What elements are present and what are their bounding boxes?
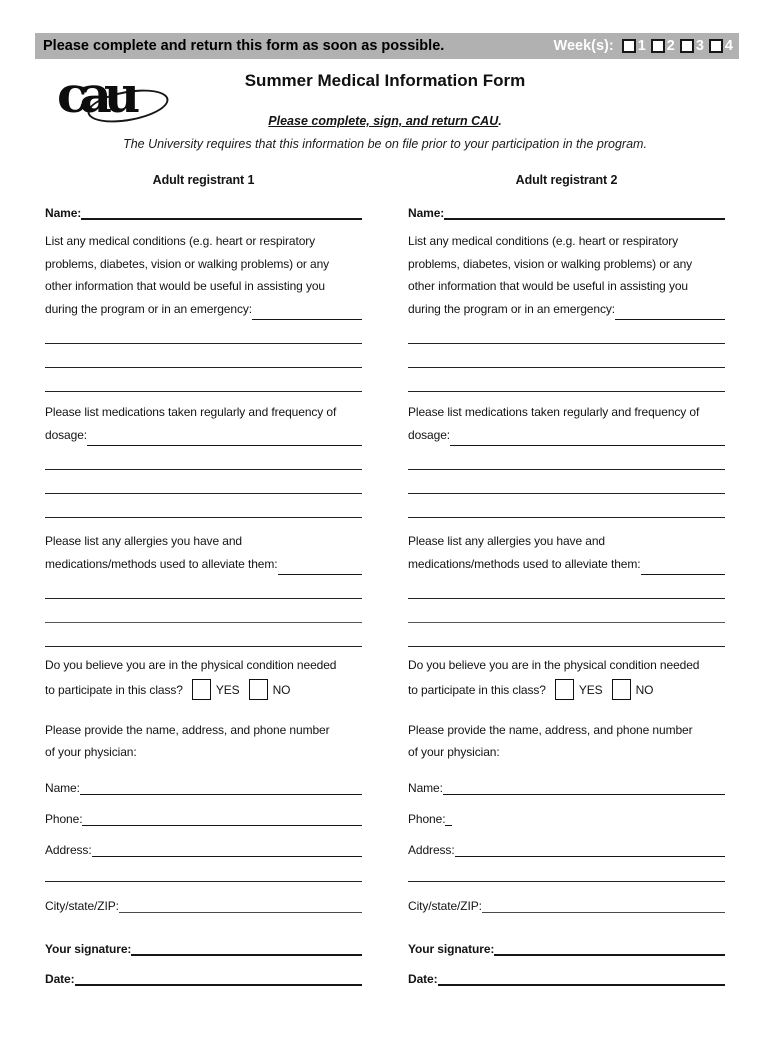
registrant-columns [0,161,770,986]
signature-input-line[interactable] [131,942,362,956]
dosage-input-line[interactable] [450,432,725,446]
physician-phone-field [408,808,725,826]
physician-address-label: Address: [408,842,455,857]
blank-line[interactable] [408,575,725,599]
signature-label: Your signature: [408,941,495,956]
conditions-last-line [45,298,362,321]
cau-logo [57,67,177,127]
fitness-question-text: to participate in this class? [45,682,183,697]
week-1-number: 1 [637,38,646,54]
city-state-zip-input-line[interactable] [119,899,362,913]
physician-phone-label: Phone: [408,811,446,826]
physician-name-field [408,777,725,795]
fitness-question-text: Do you believe you are in the physical condition needed [45,658,337,672]
conditions-input-line[interactable] [615,306,725,320]
physician-name-input-line[interactable] [443,781,725,795]
fitness-question-text: Do you believe you are in the physical condition needed [408,658,700,672]
medications-text: Please list medications taken regularly and frequency of [45,405,337,419]
registrant1-medications [45,401,362,518]
blank-line[interactable] [408,470,725,494]
signature-input-line[interactable] [494,942,725,956]
blank-line[interactable] [45,575,362,599]
blank-line[interactable] [408,344,725,368]
blank-line[interactable] [45,599,362,623]
physician-address-input-line[interactable] [92,843,362,857]
registrant2-fitness-question [408,654,725,702]
address-overflow-line[interactable] [45,858,362,882]
week-2-number: 2 [666,38,675,54]
city-state-zip-field [408,895,725,913]
medications-text: Please list medications taken regularly and frequency of [408,405,700,419]
registrant1-physician [45,719,362,986]
address-overflow-line[interactable] [408,858,725,882]
registrant2-medications [408,401,725,518]
fitness-answer-row [45,678,362,702]
physician-name-label: Name: [408,780,443,795]
signature-label: Your signature: [45,941,132,956]
blank-line[interactable] [408,599,725,623]
week-4-option [709,38,733,54]
date-label: Date: [45,971,75,986]
registrant2-column [408,161,725,986]
no-checkbox[interactable] [612,679,631,700]
physician-text: Please provide the name, address, and phone number [45,722,330,737]
physician-address-input-line[interactable] [455,843,725,857]
physician-phone-input-line[interactable] [445,812,452,826]
physician-text: of your physician: [408,745,500,759]
blank-line[interactable] [45,446,362,470]
conditions-text: problems, diabetes, vision or walking problems) or any [408,256,693,271]
signature-field [408,938,725,956]
week-3-checkbox[interactable] [680,39,694,53]
week-2-option [651,38,675,54]
weeks-group [554,38,733,54]
blank-line[interactable] [408,623,725,647]
blank-line[interactable] [45,344,362,368]
physician-name-input-line[interactable] [80,781,362,795]
registrant2-heading: Adult registrant 2 [515,173,618,187]
name-input-line[interactable] [81,206,362,220]
blank-line[interactable] [45,470,362,494]
logo-text: cau [57,65,133,124]
allergies-text: Please list any allergies you have and [408,534,605,548]
medications-dosage-line [408,424,725,447]
blank-line[interactable] [45,494,362,518]
registrant1-column [45,161,362,986]
no-checkbox[interactable] [249,679,268,700]
name-label: Name: [45,206,82,220]
city-state-zip-input-line[interactable] [482,899,725,913]
physician-address-label: Address: [45,842,92,857]
instruction-period: . [498,114,502,128]
city-state-zip-label: City/state/ZIP: [45,898,119,913]
allergies-last-line [408,553,725,576]
name-label: Name: [408,206,445,220]
registrant2-name-field [408,202,725,220]
fitness-answer-row [408,678,725,702]
physician-name-field [45,777,362,795]
allergies-text: Please list any allergies you have and [45,534,242,548]
no-label: NO [272,682,291,697]
city-state-zip-label: City/state/ZIP: [408,898,482,913]
allergies-input-line[interactable] [278,561,363,575]
blank-line[interactable] [408,320,725,344]
registrant1-name-field [45,202,362,220]
weeks-label: Week(s): [553,38,614,54]
top-banner [35,33,739,59]
date-input-line[interactable] [75,972,362,986]
allergies-text: medications/methods used to alleviate them: [45,556,278,571]
physician-phone-field [45,808,362,826]
registrant1-fitness-question [45,654,362,702]
blank-line[interactable] [408,494,725,518]
city-state-zip-field [45,895,362,913]
page-title: Summer Medical Information Form [244,71,526,90]
dosage-label: dosage: [45,427,88,442]
signature-field [45,938,362,956]
physician-text: of your physician: [45,745,137,759]
registrant2-physician [408,719,725,986]
conditions-text: other information that would be useful in assisting you [408,279,688,293]
university-note: The University requires that this information be on file prior to your participation in the program. [123,137,647,151]
conditions-text: during the program or in an emergency: [45,301,252,316]
yes-label: YES [215,682,240,697]
physician-phone-input-line[interactable] [82,812,362,826]
conditions-text: during the program or in an emergency: [408,301,615,316]
week-4-checkbox[interactable] [709,39,723,53]
registrant2-conditions [408,230,725,392]
registrant1-conditions [45,230,362,392]
week-4-number: 4 [724,38,733,54]
allergies-input-line[interactable] [641,561,726,575]
name-input-line[interactable] [444,206,725,220]
conditions-text: other information that would be useful in assisting you [45,279,325,293]
date-label: Date: [408,971,438,986]
blank-line[interactable] [408,446,725,470]
allergies-text: medications/methods used to alleviate them: [408,556,641,571]
physician-text: Please provide the name, address, and phone number [408,722,693,737]
dosage-input-line[interactable] [87,432,362,446]
medications-dosage-line [45,424,362,447]
blank-line[interactable] [45,320,362,344]
week-1-option [622,38,646,54]
date-field [408,968,725,986]
conditions-input-line[interactable] [252,306,362,320]
registrant2-allergies [408,530,725,647]
date-field [45,968,362,986]
week-2-checkbox[interactable] [651,39,665,53]
physician-address-field [45,839,362,857]
banner-message: Please complete and return this form as soon as possible. [43,38,445,54]
yes-checkbox[interactable] [192,679,211,700]
physician-phone-label: Phone: [45,811,83,826]
conditions-text: List any medical conditions (e.g. heart or respiratory [408,234,679,248]
instruction-underlined: Please complete, sign, and return CAU [268,114,499,128]
fitness-question-text: to participate in this class? [408,682,546,697]
medical-form-page [0,33,770,1057]
week-1-checkbox[interactable] [622,39,636,53]
yes-checkbox[interactable] [555,679,574,700]
form-header [0,59,770,161]
conditions-text: problems, diabetes, vision or walking problems) or any [45,256,330,271]
yes-label: YES [578,682,603,697]
registrant1-allergies [45,530,362,647]
registrant1-heading: Adult registrant 1 [152,173,255,187]
conditions-last-line [408,298,725,321]
physician-name-label: Name: [45,780,80,795]
dosage-label: dosage: [408,427,451,442]
week-3-option [680,38,704,54]
conditions-text: List any medical conditions (e.g. heart or respiratory [45,234,316,248]
no-label: NO [635,682,654,697]
physician-address-field [408,839,725,857]
week-3-number: 3 [695,38,704,54]
blank-line[interactable] [45,623,362,647]
date-input-line[interactable] [438,972,725,986]
blank-line[interactable] [45,368,362,392]
blank-line[interactable] [408,368,725,392]
allergies-last-line [45,553,362,576]
